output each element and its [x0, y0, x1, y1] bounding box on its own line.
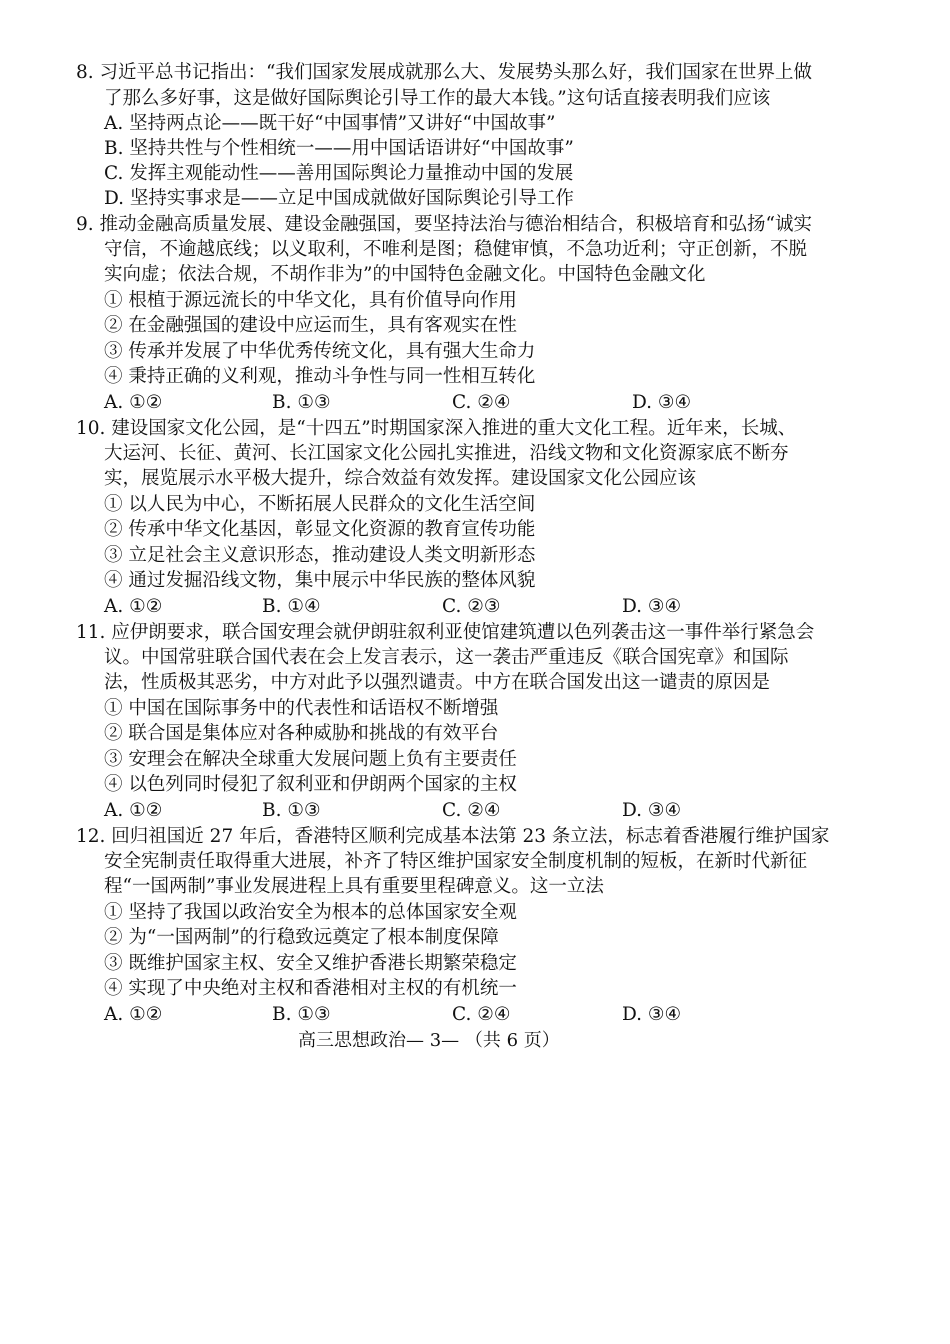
q11-statement-1: ① 中国在国际事务中的代表性和话语权不断增强 — [104, 698, 499, 719]
q9-answer-c: C. ②④ — [452, 392, 511, 413]
q11-answer-d: D. ③④ — [622, 800, 682, 821]
q12-statement-4: ④ 实现了中央绝对主权和香港相对主权的有机统一 — [104, 978, 517, 999]
q12-stem-line-3: 程“一国两制”事业发展进程上具有重要里程碑意义。这一立法 — [104, 876, 604, 897]
q9-statement-3: ③ 传承并发展了中华优秀传统文化，具有强大生命力 — [104, 341, 536, 362]
q10-stem-line-2: 大运河、长征、黄河、长江国家文化公园扎实推进，沿线文物和文化资源家底不断夯 — [104, 443, 789, 464]
q12-statement-2: ② 为“一国两制”的行稳致远奠定了根本制度保障 — [104, 927, 499, 948]
q11-answer-b: B. ①③ — [262, 800, 321, 821]
q9-answer-d: D. ③④ — [632, 392, 692, 413]
q12-answer-c: C. ②④ — [452, 1004, 511, 1025]
q8-option-b: B. 坚持共性与个性相统一——用中国话语讲好“中国故事” — [104, 138, 574, 159]
q9-statement-2: ② 在金融强国的建设中应运而生，具有客观实在性 — [104, 315, 517, 336]
q10-answer-c: C. ②③ — [442, 596, 501, 617]
q12-answer-b: B. ①③ — [272, 1004, 331, 1025]
q10-stem-line-1: 10. 建设国家文化公园，是“十四五”时期国家深入推进的重大文化工程。近年来，长城、 — [76, 418, 797, 439]
q10-statement-4: ④ 通过发掘沿线文物，集中展示中华民族的整体风貌 — [104, 570, 536, 591]
q11-stem-line-2: 议。中国常驻联合国代表在会上发言表示，这一袭击严重违反《联合国宪章》和国际 — [104, 647, 789, 668]
q8-stem-line-1: 8. 习近平总书记指出：“我们国家发展成就那么大、发展势头那么好，我们国家在世界上做 — [76, 62, 812, 83]
q8-option-c: C. 发挥主观能动性——善用国际舆论力量推动中国的发展 — [104, 163, 574, 184]
q10-answer-a: A. ①② — [104, 596, 163, 617]
q9-stem-line-1: 9. 推动金融高质量发展、建设金融强国，要坚持法治与德治相结合，积极培育和弘扬“诚实 — [76, 214, 812, 235]
q9-statement-1: ① 根植于源远流长的中华文化，具有价值导向作用 — [104, 290, 517, 311]
q11-stem-line-1: 11. 应伊朗要求，联合国安理会就伊朗驻叙利亚使馆建筑遭以色列袭击这一事件举行紧急会 — [76, 622, 815, 643]
q12-answer-a: A. ①② — [104, 1004, 163, 1025]
q10-answer-d: D. ③④ — [622, 596, 682, 617]
q9-stem-line-3: 实向虚；依法合规，不胡作非为”的中国特色金融文化。中国特色金融文化 — [104, 264, 706, 285]
q10-statement-2: ② 传承中华文化基因，彰显文化资源的教育宣传功能 — [104, 519, 536, 540]
q11-stem-line-3: 法，性质极其恶劣，中方对此予以强烈谴责。中方在联合国发出这一谴责的原因是 — [104, 672, 771, 693]
q12-statement-3: ③ 既维护国家主权、安全又维护香港长期繁荣稳定 — [104, 953, 517, 974]
q11-statement-3: ③ 安理会在解决全球重大发展问题上负有主要责任 — [104, 749, 517, 770]
q10-stem-line-3: 实，展览展示水平极大提升，综合效益有效发挥。建设国家文化公园应该 — [104, 468, 697, 489]
q8-stem-line-2: 了那么多好事，这是做好国际舆论引导工作的最大本钱。”这句话直接表明我们应该 — [104, 88, 771, 109]
q10-statement-1: ① 以人民为中心，不断拓展人民群众的文化生活空间 — [104, 494, 536, 515]
q12-answer-d: D. ③④ — [622, 1004, 682, 1025]
q11-statement-2: ② 联合国是集体应对各种威胁和挑战的有效平台 — [104, 723, 499, 744]
q8-option-d: D. 坚持实事求是——立足中国成就做好国际舆论引导工作 — [104, 188, 574, 209]
q12-stem-line-1: 12. 回归祖国近 27 年后，香港特区顺利完成基本法第 23 条立法，标志着香港履行维护国家 — [76, 826, 830, 847]
q9-stem-line-2: 守信，不逾越底线；以义取利，不唯利是图；稳健审慎，不急功近利；守正创新，不脱 — [104, 239, 808, 260]
q9-statement-4: ④ 秉持正确的义利观，推动斗争性与同一性相互转化 — [104, 366, 536, 387]
q11-answer-a: A. ①② — [104, 800, 163, 821]
q12-stem-line-2: 安全宪制责任取得重大进展，补齐了特区维护国家安全制度机制的短板，在新时代新征 — [104, 851, 808, 872]
q10-statement-3: ③ 立足社会主义意识形态，推动建设人类文明新形态 — [104, 545, 536, 566]
q10-answer-b: B. ①④ — [262, 596, 321, 617]
q9-answer-b: B. ①③ — [272, 392, 331, 413]
q8-option-a: A. 坚持两点论——既干好“中国事情”又讲好“中国故事” — [104, 113, 556, 134]
q11-statement-4: ④ 以色列同时侵犯了叙利亚和伊朗两个国家的主权 — [104, 774, 517, 795]
q9-answer-a: A. ①② — [104, 392, 163, 413]
q11-answer-c: C. ②④ — [442, 800, 501, 821]
page-footer: 高三思想政治— 3— （共 6 页） — [298, 1030, 560, 1051]
q12-statement-1: ① 坚持了我国以政治安全为根本的总体国家安全观 — [104, 902, 517, 923]
